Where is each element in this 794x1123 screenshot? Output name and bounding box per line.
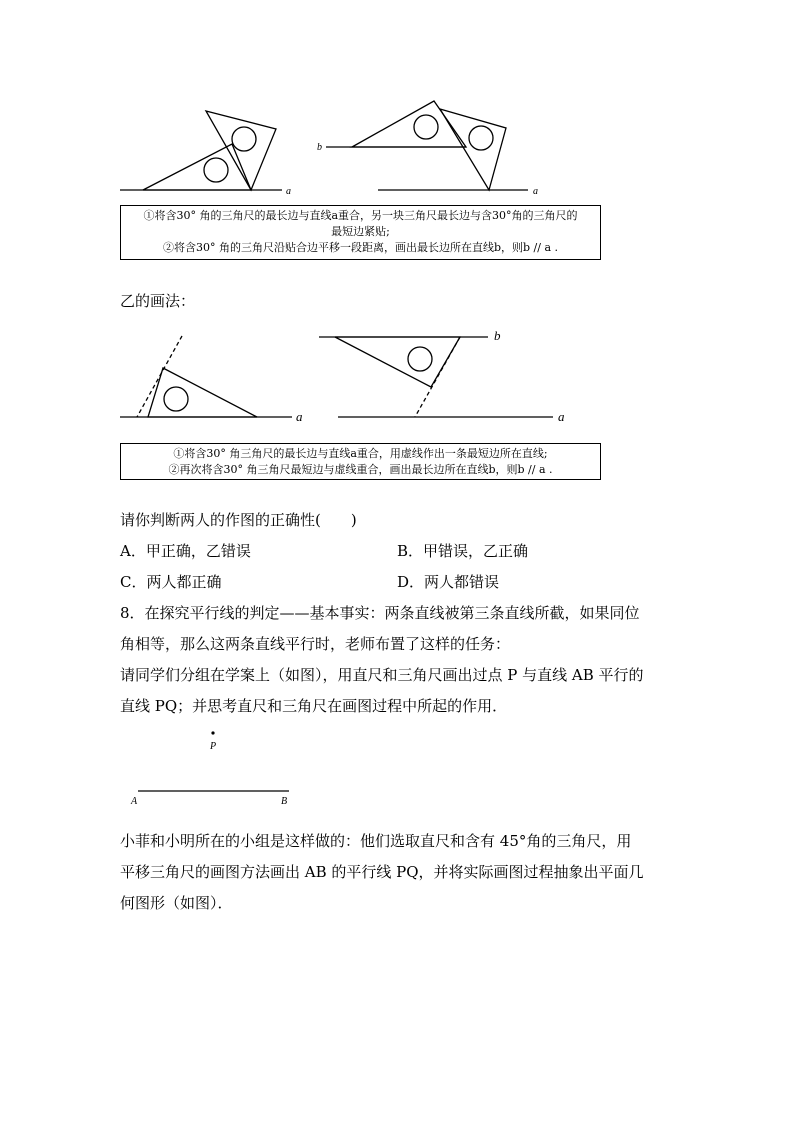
question8-line: 小菲和小明所在的小组是这样做的：他们选取直尺和含有 45°角的三角尺，用 [120,832,632,850]
point-p-dot [211,731,214,734]
option-c: C．两人都正确 [120,573,222,591]
question8-line: 何图形（如图）． [120,894,233,912]
option-a: A．甲正确，乙错误 [120,542,251,560]
caption-line: ①将含30° 角的三角尺的最长边与直线a重合，另一块三角尺最长边与含30°角的三角尺的 [143,209,578,222]
label-a: a [296,409,303,424]
label-p: P [210,741,217,752]
caption-line: ①将含30° 角三角尺的最长边与直线a重合，用虚线作出一条最短边所在直线; [173,447,548,460]
label-a: a [286,186,291,197]
question8-line: 直线 PQ；并思考直尺和三角尺在画图过程中所起的作用． [120,697,508,715]
caption-line: 最短边紧贴; [331,225,390,238]
label-a: a [558,409,565,424]
caption-line: ②将含30° 角的三角尺沿贴合边平移一段距离，画出最长边所在直线b，则b // a . [162,241,559,254]
option-b: B．甲错误，乙正确 [397,542,529,560]
question8-line: 8．在探究平行线的判定——基本事实：两条直线被第三条直线所截，如果同位 [120,604,640,622]
label-b: b [494,328,501,343]
label-b: b [317,142,322,153]
yi-method-title: 乙的画法： [120,292,196,310]
caption-line: ②再次将含30° 角三角尺最短边与虚线重合，画出最长边所在直线b，则b // a . [168,463,553,476]
label-a: a [533,186,538,197]
label-b: B [281,796,288,807]
question8-line: 请同学们分组在学案上（如图），用直尺和三角尺画出过点 P 与直线 AB 平行的 [120,666,644,684]
option-d: D．两人都错误 [397,573,500,591]
question7-prompt: 请你判断两人的作图的正确性( ) [120,511,357,529]
label-a: A [131,796,138,807]
question8-line: 平移三角尺的画图方法画出 AB 的平行线 PQ，并将实际画图过程抽象出平面几 [120,863,644,881]
question8-line: 角相等，那么这两条直线平行时，老师布置了这样的任务： [120,635,511,653]
